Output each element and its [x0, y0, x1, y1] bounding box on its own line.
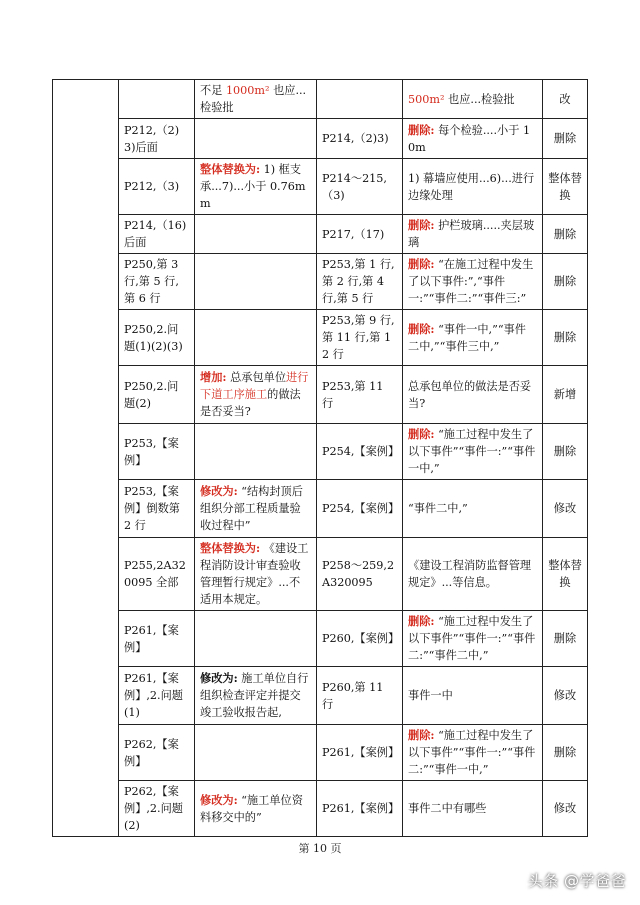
new-location-cell: [317, 80, 403, 119]
new-content-cell: [195, 480, 317, 538]
new-content-cell: [195, 310, 317, 366]
old-content-cell: [403, 611, 543, 667]
cell-text: 修改为:: [200, 671, 238, 685]
old-location-cell: P261,【案例】,2.问题(1): [119, 667, 195, 725]
old-content-cell: [403, 781, 543, 837]
page-footer: 第 10 页: [298, 842, 342, 855]
cell-text: 也应...检验批: [200, 84, 307, 114]
table-row: [53, 80, 588, 119]
cell-text: 每个检验....小于 10m: [408, 123, 531, 154]
old-content-cell: [403, 667, 543, 725]
change-type-cell: 删除: [543, 119, 588, 159]
new-location-cell: P261,【案例】: [317, 781, 403, 837]
new-location-cell: P217,（17): [317, 215, 403, 254]
change-type-cell: 删除: [543, 611, 588, 667]
action-label: 删除:: [408, 614, 435, 628]
old-location-cell: P250,第 3 行,第 5 行,第 6 行: [119, 254, 195, 310]
revision-table-body: [53, 80, 588, 837]
new-location-cell: P253,第 9 行,第 11 行,第 12 行: [317, 310, 403, 366]
table-row: [53, 159, 588, 215]
cell-text: “事件二中,”: [408, 502, 468, 515]
new-content-cell: [195, 781, 317, 837]
table-row: [53, 538, 588, 611]
old-content-cell: [403, 725, 543, 781]
table-row: [53, 725, 588, 781]
new-location-cell: P261,【案例】: [317, 725, 403, 781]
new-content-cell: [195, 119, 317, 159]
new-content-cell: [195, 80, 317, 119]
old-location-cell: P253,【案例】: [119, 424, 195, 480]
watermark: 头条 @学爸爸: [527, 872, 626, 890]
change-type-cell: 整体替换: [543, 159, 588, 215]
category-cell: [53, 80, 119, 837]
table-row: [53, 667, 588, 725]
cell-text: 总承包单位的做法是否妥当?: [408, 379, 532, 410]
cell-text: “事件一中,”“事件二中,”“事件三中,”: [408, 322, 526, 353]
old-content-cell: [403, 366, 543, 424]
action-label: 删除:: [408, 728, 435, 742]
cell-text: 进行下道工序施工: [200, 371, 309, 401]
cell-text: 总承包单位: [226, 371, 287, 384]
table-row: [53, 254, 588, 310]
old-location-cell: P262,【案例】: [119, 725, 195, 781]
old-location-cell: P262,【案例】,2.问题(2): [119, 781, 195, 837]
cell-text: 1) 框支承...7)...小于 0.76mm: [200, 163, 306, 210]
change-type-cell: 整体替换: [543, 538, 588, 611]
cell-text: 事件一中: [408, 689, 453, 702]
action-label: 删除:: [408, 427, 435, 441]
table-row: [53, 480, 588, 538]
action-label: 修改为:: [200, 484, 238, 498]
old-location-cell: P250,2.问题(2): [119, 366, 195, 424]
change-type-cell: 修改: [543, 781, 588, 837]
old-content-cell: [403, 310, 543, 366]
cell-text: 施工单位自行组织检查评定并提交竣工验收报告起,: [200, 672, 309, 719]
action-label: 删除:: [408, 218, 435, 232]
cell-text: 不足: [200, 84, 226, 97]
action-label: 删除:: [408, 257, 435, 271]
action-label: 修改为:: [200, 792, 238, 807]
table-row: [53, 215, 588, 254]
new-content-cell: [195, 215, 317, 254]
new-location-cell: P260,第 11 行: [317, 667, 403, 725]
old-content-cell: [403, 215, 543, 254]
table-row: [53, 119, 588, 159]
old-content-cell: [403, 119, 543, 159]
old-content-cell: [403, 424, 543, 480]
new-location-cell: P260,【案例】: [317, 611, 403, 667]
old-location-cell: [119, 80, 195, 119]
action-label: 整体替换为:: [200, 541, 261, 555]
old-location-cell: P253,【案例】倒数第 2 行: [119, 480, 195, 538]
cell-text: 的做法是否妥当?: [200, 388, 301, 418]
table-row: [53, 611, 588, 667]
change-type-cell: 删除: [543, 254, 588, 310]
cell-text: 《建设工程消防监督管理规定》...等信息。: [408, 559, 532, 589]
new-location-cell: P258～259,2A320095: [317, 538, 403, 611]
change-type-cell: 删除: [543, 215, 588, 254]
new-content-cell: [195, 424, 317, 480]
new-content-cell: [195, 667, 317, 725]
new-content-cell: [195, 159, 317, 215]
table-row: [53, 366, 588, 424]
new-location-cell: P254,【案例】: [317, 424, 403, 480]
cell-text: “施工过程中发生了以下事件”“事件一:”“事件二:”“事件一中,”: [408, 729, 536, 776]
cell-text: “结构封顶后组织分部工程质量验收过程中”: [200, 485, 303, 532]
cell-text: 也应...检验批: [444, 92, 515, 106]
change-type-cell: 修改: [543, 667, 588, 725]
revision-table: [52, 79, 588, 837]
cell-text: 500m²: [408, 92, 445, 106]
cell-text: 事件二中有哪些: [408, 802, 487, 815]
cell-text: 护栏玻璃.....夹层玻璃: [408, 219, 535, 249]
new-location-cell: P253,第 11 行: [317, 366, 403, 424]
new-content-cell: [195, 538, 317, 611]
old-content-cell: [403, 480, 543, 538]
old-location-cell: P212,（3): [119, 159, 195, 215]
change-type-cell: 新增: [543, 366, 588, 424]
action-label: 删除:: [408, 321, 435, 336]
cell-text: 1) 幕墙应使用...6)...进行边缘处理: [408, 171, 535, 202]
new-content-cell: [195, 254, 317, 310]
change-type-cell: 修改: [543, 480, 588, 538]
new-location-cell: P214～215,（3): [317, 159, 403, 215]
old-content-cell: [403, 80, 543, 119]
new-location-cell: P214,（2)3): [317, 119, 403, 159]
cell-text: 《建设工程消防设计审查验收管理暂行规定》...不适用本规定。: [200, 542, 309, 606]
change-type-cell: 删除: [543, 310, 588, 366]
action-label: 增加:: [200, 370, 227, 384]
change-type-cell: 改: [543, 80, 588, 119]
old-content-cell: [403, 254, 543, 310]
change-type-cell: 删除: [543, 725, 588, 781]
cell-text: “施工过程中发生了以下事件”“事件一:”“事件一中,”: [408, 428, 536, 475]
old-location-cell: P261,【案例】: [119, 611, 195, 667]
cell-text: “施工过程中发生了以下事件”“事件一:”“事件二:”“事件二中,”: [408, 615, 536, 662]
old-content-cell: [403, 538, 543, 611]
cell-text: “在施工过程中发生了以下事件:”,“事件一:”“事件二:”“事件三:”: [408, 258, 534, 305]
old-location-cell: P212,（2)3)后面: [119, 119, 195, 159]
cell-text: 1000m²: [225, 84, 270, 97]
action-label: 删除:: [408, 122, 435, 137]
new-location-cell: P254,【案例】: [317, 480, 403, 538]
table-row: [53, 310, 588, 366]
old-location-cell: P250,2.问题(1)(2)(3): [119, 310, 195, 366]
new-content-cell: [195, 366, 317, 424]
change-type-cell: 删除: [543, 424, 588, 480]
action-label: 整体替换为:: [200, 162, 261, 176]
cell-text: “施工单位资料移交中的”: [200, 793, 303, 824]
new-content-cell: [195, 725, 317, 781]
table-row: [53, 781, 588, 837]
new-location-cell: P253,第 1 行,第 2 行,第 4 行,第 5 行: [317, 254, 403, 310]
table-row: [53, 424, 588, 480]
old-location-cell: P214,（16)后面: [119, 215, 195, 254]
new-content-cell: [195, 611, 317, 667]
old-location-cell: P255,2A320095 全部: [119, 538, 195, 611]
old-content-cell: [403, 159, 543, 215]
